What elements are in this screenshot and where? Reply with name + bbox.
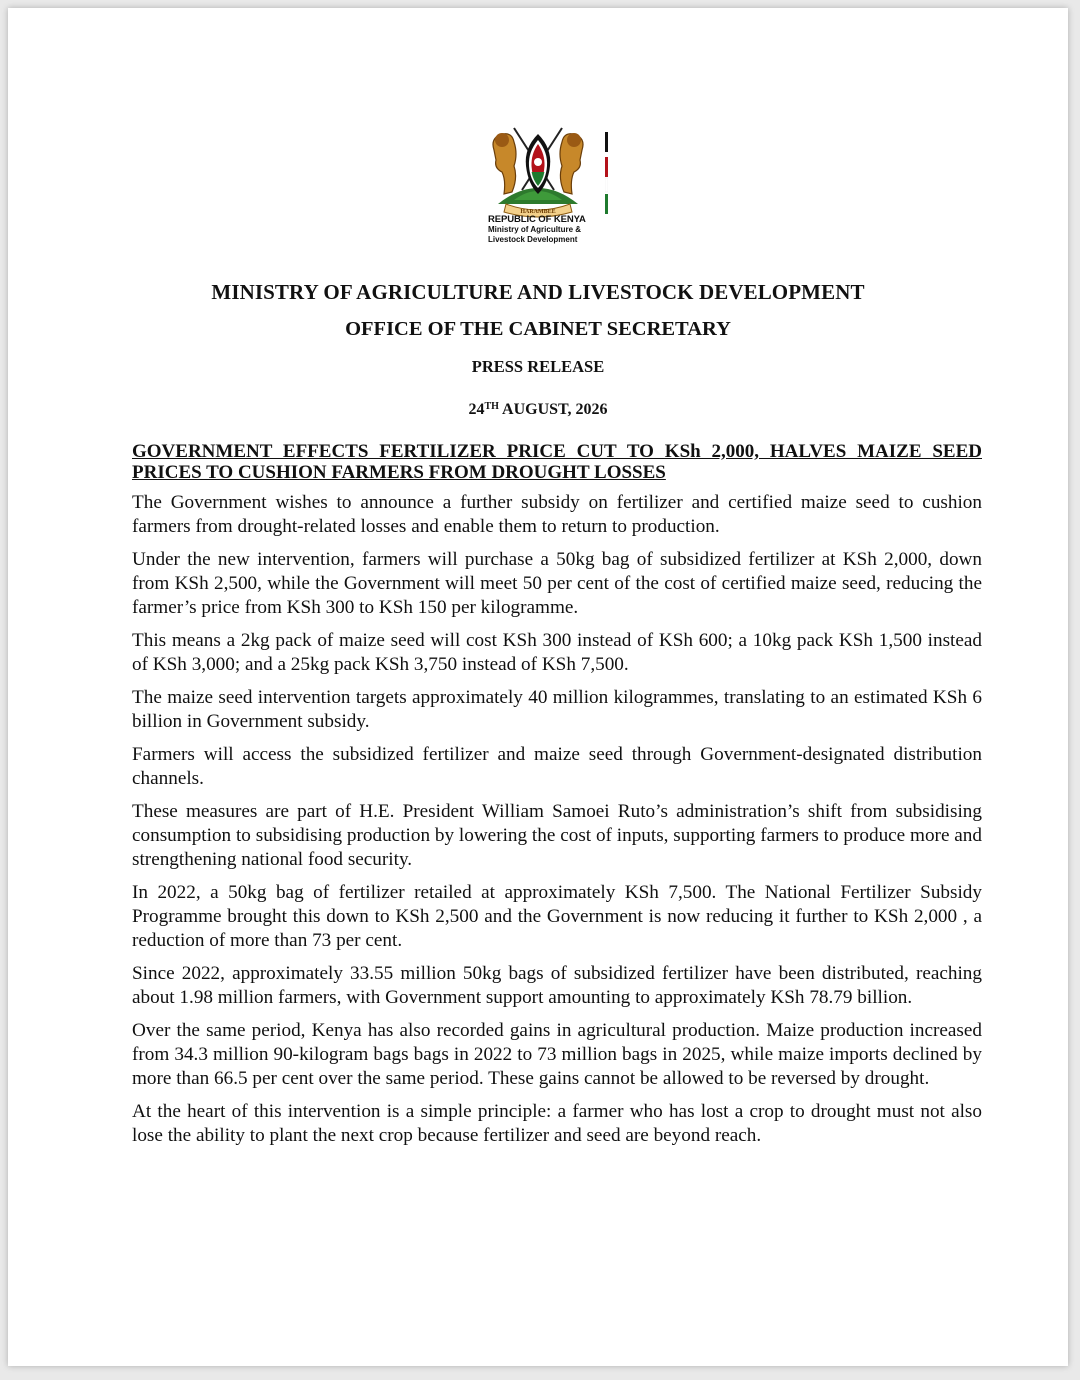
document-page — [8, 8, 1068, 1366]
date-rest: AUGUST, 2026 — [498, 401, 608, 418]
release-date — [8, 401, 1068, 419]
ministry-label-line1: Ministry of Agriculture & — [488, 225, 582, 235]
paragraph: This means a 2kg pack of maize seed will cost KSh 300 instead of KSh 600; a 10kg pack KSh 1,500 instead of KSh 3,000; and a 25kg pack KSh 3,750 instead of KSh 7,500. — [132, 630, 982, 675]
paragraph: Over the same period, Kenya has also recorded gains in agricultural production. Maize production increased from 34.3 million 90-kilogram bags bags in 2022 to 73 million bags in 2025, while maize imports declined by more than 66.5 per cent over the same period. These gains cannot be allowed to be reversed by drought. — [132, 1020, 982, 1089]
paragraph: The Government wishes to announce a further subsidy on fertilizer and certified maize seed to cushion farmers from drought-related losses and enable them to return to production. — [132, 492, 982, 537]
paragraph: These measures are part of H.E. President William Samoei Ruto’s administration’s shift from subsidising consumption to subsidising production by lowering the cost of inputs, supporting farmers to produce more and strengthening national food security. — [132, 801, 982, 870]
release-title: GOVERNMENT EFFECTS FERTILIZER PRICE CUT TO KSh 2,000, HALVES MAIZE SEED PRICES TO CUSHION FARMERS FROM DROUGHT LOSSES — [132, 441, 982, 483]
paragraph: Since 2022, approximately 33.55 million 50kg bags of subsidized fertilizer have been distributed, reaching about 1.98 million farmers, with Government support amounting to approximately KSh 78.79 billion. — [132, 963, 982, 1008]
ministry-heading: MINISTRY OF AGRICULTURE AND LIVESTOCK DEVELOPMENT — [211, 280, 865, 304]
ministry-logo — [482, 120, 622, 252]
paragraph: In 2022, a 50kg bag of fertilizer retailed at approximately KSh 7,500. The National Fertilizer Subsidy Programme brought this down to KSh 2,500 and the Government is now reducing it further to KSh 2,000 , a reduction of more than 73 per cent. — [132, 882, 982, 951]
republic-label: REPUBLIC OF KENYA — [488, 214, 586, 225]
paragraph: At the heart of this intervention is a simple principle: a farmer who has lost a crop to drought must not also lose the ability to plant the next crop because fertilizer and seed are beyond reach. — [132, 1101, 982, 1146]
motto-text: HARAMBEE — [520, 209, 556, 215]
office-heading: OFFICE OF THE CABINET SECRETARY — [345, 318, 731, 340]
coat-of-arms-icon — [484, 120, 592, 220]
paragraph: Under the new intervention, farmers will purchase a 50kg bag of subsidized fertilizer at KSh 2,000, down from KSh 2,500, while the Government will meet 50 per cent of the cost of certified maize seed, reducing the farmer’s price from KSh 300 to KSh 150 per kilogramme. — [132, 549, 982, 618]
logo-caption — [488, 214, 628, 244]
paragraph: The maize seed intervention targets approximately 40 million kilogrammes, translating to an estimated KSh 6 billion in Government subsidy. — [132, 687, 982, 732]
ministry-label-line2: Livestock Development — [488, 234, 578, 244]
date-day: 24 — [468, 401, 485, 418]
release-body — [132, 441, 982, 1157]
paragraph: Farmers will access the subsidized fertilizer and maize seed through Government-designated distribution channels. — [132, 744, 982, 789]
date-suffix: TH — [484, 401, 499, 412]
press-release-label: PRESS RELEASE — [471, 357, 605, 376]
flag-stripe-icon — [605, 132, 608, 214]
